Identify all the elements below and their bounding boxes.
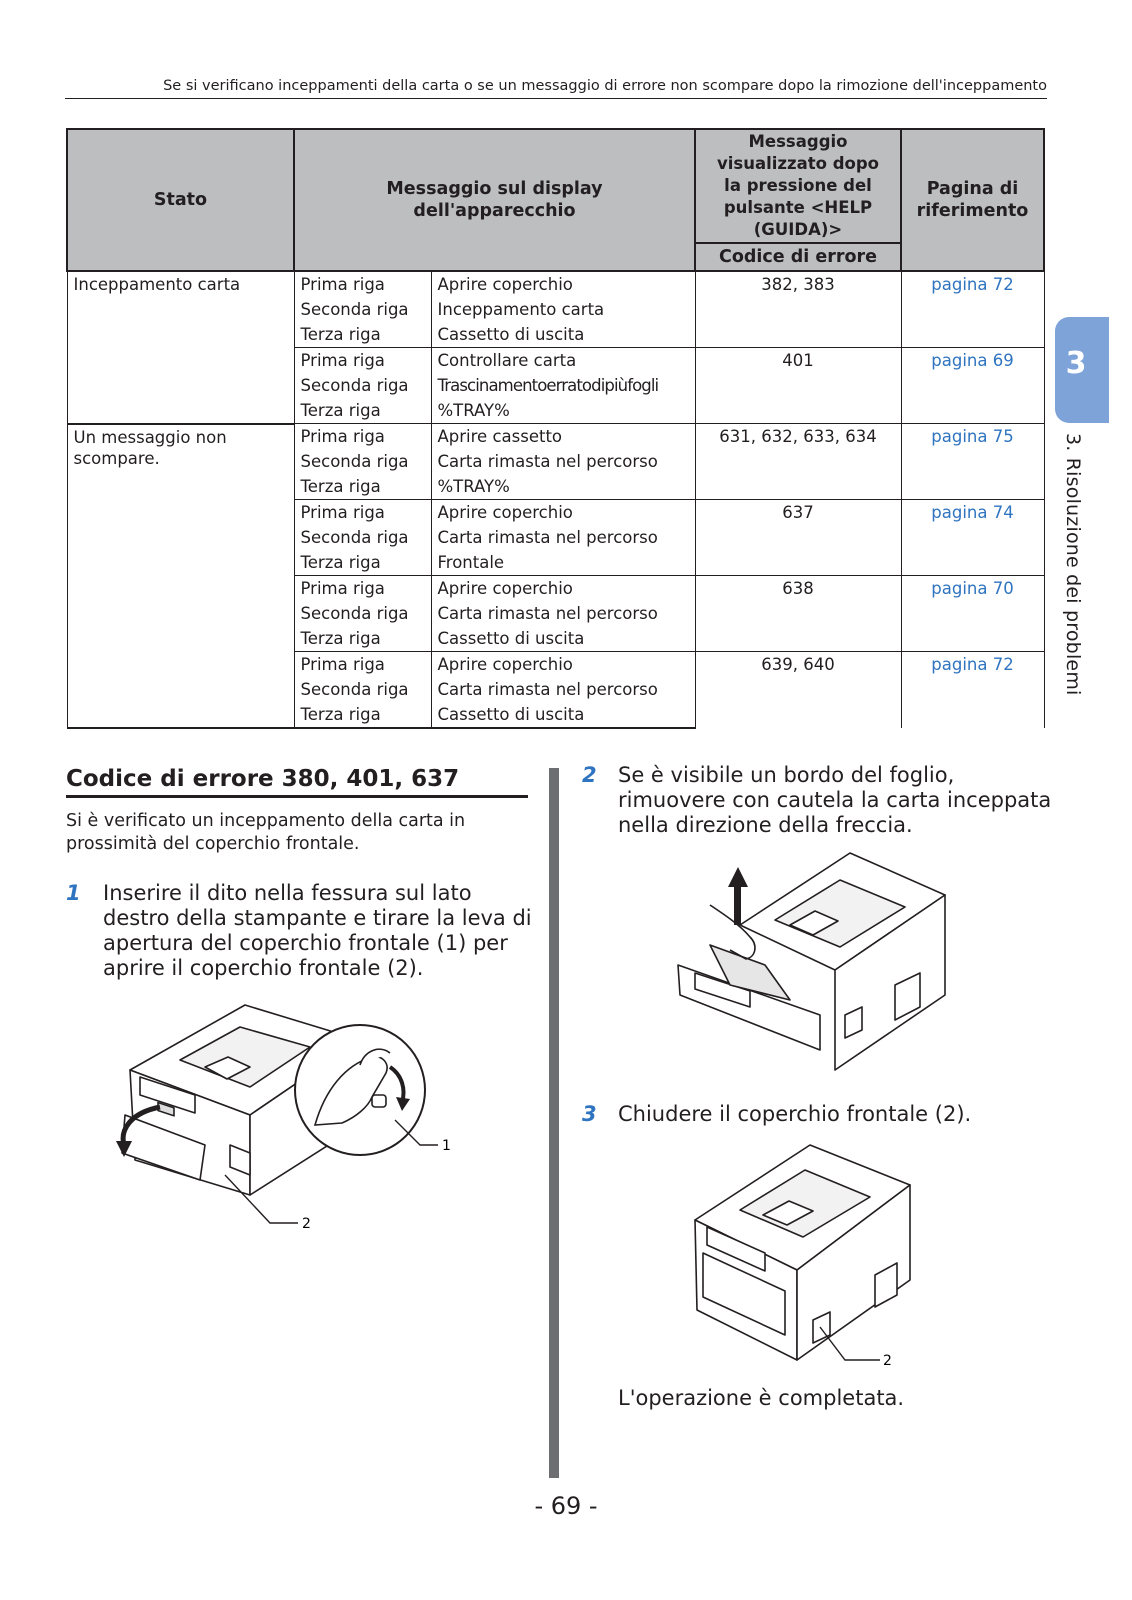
cell-line: Seconda riga bbox=[294, 525, 431, 550]
cell-line: Seconda riga bbox=[294, 297, 431, 322]
cell-message: %TRAY% bbox=[431, 398, 695, 424]
figure-3-label-2: 2 bbox=[883, 1353, 892, 1369]
completion-text: L'operazione è completata. bbox=[618, 1386, 905, 1410]
step-3-text: Chiudere il coperchio frontale (2). bbox=[618, 1102, 972, 1126]
cell-line: Seconda riga bbox=[294, 373, 431, 398]
page-reference-link[interactable]: pagina 72 bbox=[901, 271, 1044, 348]
page-reference-link[interactable]: pagina 69 bbox=[901, 348, 1044, 424]
cell-line: Terza riga bbox=[294, 398, 431, 424]
cell-error-code: 637 bbox=[695, 500, 901, 576]
page-number: - 69 - bbox=[534, 1492, 598, 1520]
page-reference-link[interactable]: pagina 74 bbox=[901, 500, 1044, 576]
chapter-title: 3. Risoluzione dei problemi bbox=[1062, 433, 1084, 696]
table-row bbox=[67, 271, 1044, 297]
running-header: Se si verificano inceppamenti della carta o se un messaggio di errore non scompare dopo la rimozione dell'inceppamento bbox=[163, 78, 1047, 94]
cell-message: Inceppamento carta bbox=[431, 297, 695, 322]
error-table bbox=[66, 128, 1045, 729]
cell-error-code: 382, 383 bbox=[695, 271, 901, 348]
cell-line: Prima riga bbox=[294, 271, 431, 297]
figure-remove-paper bbox=[670, 845, 955, 1080]
cell-message: Cassetto di uscita bbox=[431, 702, 695, 728]
header-pagina: Pagina di riferimento bbox=[901, 129, 1044, 271]
column-divider bbox=[549, 768, 559, 1478]
cell-line: Terza riga bbox=[294, 474, 431, 500]
cell-line: Prima riga bbox=[294, 424, 431, 450]
figure-1-label-2: 2 bbox=[302, 1216, 311, 1232]
step-2-number: 2 bbox=[582, 763, 597, 787]
header-codice: Codice di errore bbox=[695, 243, 901, 271]
step-3-number: 3 bbox=[582, 1102, 597, 1126]
cell-line: Prima riga bbox=[294, 652, 431, 678]
cell-line: Terza riga bbox=[294, 626, 431, 652]
step-1-text: Inserire il dito nella fessura sul lato destro della stampante e tirare la leva di apertura del coperchio frontale (1) per aprire il coperchio frontale (2). bbox=[103, 881, 532, 980]
cell-message: Carta rimasta nel percorso bbox=[431, 449, 695, 474]
cell-error-code: 401 bbox=[695, 348, 901, 424]
cell-line: Seconda riga bbox=[294, 449, 431, 474]
cell-line: Terza riga bbox=[294, 322, 431, 348]
cell-message: Cassetto di uscita bbox=[431, 626, 695, 652]
page-reference-link[interactable]: pagina 72 bbox=[901, 652, 1044, 729]
cell-line: Prima riga bbox=[294, 500, 431, 526]
header-rule bbox=[65, 98, 1047, 99]
cell-message: Controllare carta bbox=[431, 348, 695, 374]
cell-message: Aprire coperchio bbox=[431, 576, 695, 602]
cell-stato: Inceppamento carta bbox=[67, 271, 294, 424]
step-2-text: Se è visibile un bordo del foglio, rimuovere con cautela la carta inceppata nella direzione della freccia. bbox=[618, 763, 1052, 837]
cell-message: Aprire coperchio bbox=[431, 652, 695, 678]
cell-stato: Un messaggio non scompare. bbox=[67, 424, 294, 729]
header-help: Messaggio visualizzato dopo la pressione del pulsante <HELP (GUIDA)> bbox=[695, 129, 901, 243]
figure-open-front-cover bbox=[110, 995, 470, 1245]
page-reference-link[interactable]: pagina 70 bbox=[901, 576, 1044, 652]
cell-message: Frontale bbox=[431, 550, 695, 576]
cell-message: %TRAY% bbox=[431, 474, 695, 500]
header-stato: Stato bbox=[67, 129, 294, 271]
cell-line: Terza riga bbox=[294, 550, 431, 576]
cell-message: Aprire coperchio bbox=[431, 271, 695, 297]
cell-message: Aprire coperchio bbox=[431, 500, 695, 526]
step-1-number: 1 bbox=[66, 881, 81, 905]
cell-line: Prima riga bbox=[294, 576, 431, 602]
cell-line: Seconda riga bbox=[294, 601, 431, 626]
section-rule bbox=[66, 795, 528, 798]
cell-line: Terza riga bbox=[294, 702, 431, 728]
chapter-number: 3 bbox=[1065, 346, 1087, 381]
cell-error-code: 639, 640 bbox=[695, 652, 901, 729]
cell-line: Prima riga bbox=[294, 348, 431, 374]
section-title: Codice di errore 380, 401, 637 bbox=[66, 766, 460, 792]
header-messaggio: Messaggio sul display dell'apparecchio bbox=[294, 129, 695, 271]
section-intro: Si è verificato un inceppamento della carta in prossimità del coperchio frontale. bbox=[66, 811, 466, 854]
figure-1-label-1: 1 bbox=[442, 1138, 451, 1154]
cell-message: Carta rimasta nel percorso bbox=[431, 525, 695, 550]
cell-message: Aprire cassetto bbox=[431, 424, 695, 450]
page-reference-link[interactable]: pagina 75 bbox=[901, 424, 1044, 500]
cell-error-code: 638 bbox=[695, 576, 901, 652]
table-row bbox=[67, 424, 1044, 450]
figure-close-cover bbox=[685, 1135, 925, 1375]
cell-line: Seconda riga bbox=[294, 677, 431, 702]
cell-message: Carta rimasta nel percorso bbox=[431, 677, 695, 702]
cell-message: Cassetto di uscita bbox=[431, 322, 695, 348]
cell-error-code: 631, 632, 633, 634 bbox=[695, 424, 901, 500]
cell-message: Trascinamentoerratodipiùfogli bbox=[431, 373, 695, 398]
cell-message: Carta rimasta nel percorso bbox=[431, 601, 695, 626]
